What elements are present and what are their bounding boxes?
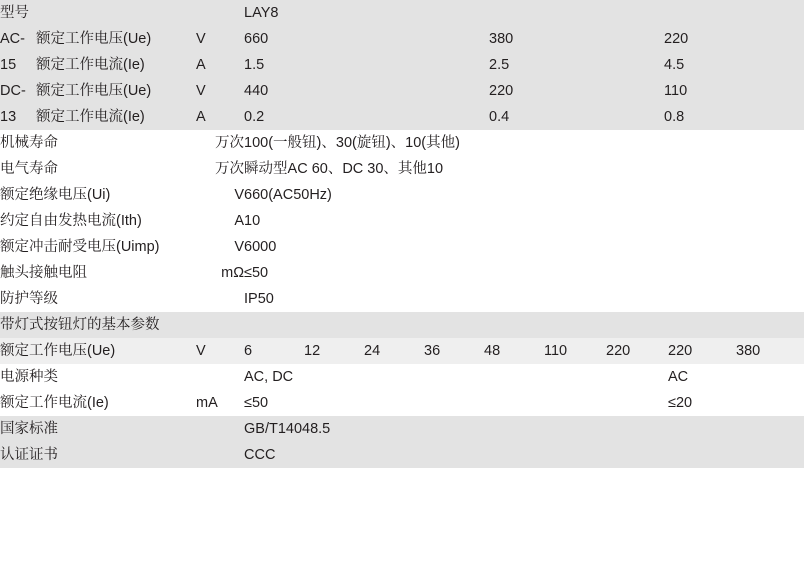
dc13-current-unit: A	[196, 104, 244, 130]
lamp-supply-label: 电源种类	[0, 364, 196, 390]
ac15-current-value-1: 1.5	[244, 52, 489, 78]
mech-life-value: 100(一般钮)、30(旋钮)、10(其他)	[244, 130, 804, 156]
lamp-voltage-label: 额定工作电压(Ue)	[0, 338, 196, 364]
lamp-current-unit: mA	[196, 390, 244, 416]
lamp-supply-value-right: AC	[668, 364, 804, 390]
elec-life-unit: 万次	[196, 156, 244, 182]
protection-level-value: IP50	[244, 286, 804, 312]
thermal-current-label: 约定自由发热电流(Ith)	[0, 208, 196, 234]
table-row-ac15-voltage	[0, 26, 804, 52]
dc13-current-value-1: 0.2	[244, 104, 489, 130]
table-row-model	[0, 0, 804, 26]
table-row-insulation-voltage	[0, 182, 804, 208]
insulation-voltage-value: 660(AC50Hz)	[244, 182, 804, 208]
mech-life-unit: 万次	[196, 130, 244, 156]
elec-life-label: 电气寿命	[0, 156, 196, 182]
ac15-current-value-3: 4.5	[664, 52, 804, 78]
dc13-voltage-value-1: 440	[244, 78, 489, 104]
model-label: 型号	[0, 0, 244, 26]
impulse-voltage-value: 6000	[244, 234, 804, 260]
mech-life-label: 机械寿命	[0, 130, 196, 156]
table-row-thermal-current	[0, 208, 804, 234]
certificate-unit	[196, 442, 244, 468]
dc13-current-value-3: 0.8	[664, 104, 804, 130]
dc13-voltage-value-3: 110	[664, 78, 804, 104]
table-row-ac15-current	[0, 52, 804, 78]
impulse-voltage-label: 额定冲击耐受电压(Uimp)	[0, 234, 196, 260]
lamp-voltage-value-8: 220	[668, 338, 736, 364]
ac15-voltage-value-3: 220	[664, 26, 804, 52]
lamp-voltage-value-7: 220	[606, 338, 668, 364]
dc13-voltage-unit: V	[196, 78, 244, 104]
table-row-lamp-current	[0, 390, 804, 416]
table-row-lamp-voltage	[0, 338, 804, 364]
lamp-voltage-value-6: 110	[544, 338, 606, 364]
insulation-voltage-label: 额定绝缘电压(Ui)	[0, 182, 196, 208]
table-row-mech-life	[0, 130, 804, 156]
protection-level-label: 防护等级	[0, 286, 196, 312]
dc13-current-value-2: 0.4	[489, 104, 664, 130]
lamp-current-value-right: ≤20	[668, 390, 804, 416]
ac15-current-label: 额定工作电流(Ie)	[36, 52, 196, 78]
insulation-voltage-unit: V	[196, 182, 244, 208]
footer-table	[0, 416, 804, 468]
table-row-contact-resistance	[0, 260, 804, 286]
thermal-current-unit: A	[196, 208, 244, 234]
elec-life-value: 瞬动型AC 60、DC 30、其他10	[244, 156, 804, 182]
lamp-voltage-value-4: 36	[424, 338, 484, 364]
lamp-supply-unit	[196, 364, 244, 390]
dc13-current-label: 额定工作电流(Ie)	[36, 104, 196, 130]
ac15-voltage-value-2: 380	[489, 26, 664, 52]
certificate-label: 认证证书	[0, 442, 196, 468]
ac15-voltage-value-1: 660	[244, 26, 489, 52]
thermal-current-value: 10	[244, 208, 804, 234]
table-row-national-standard	[0, 416, 804, 442]
certificate-value: CCC	[244, 442, 804, 468]
group-label-ac15: AC-15	[0, 26, 36, 78]
contact-resistance-value: ≤50	[244, 260, 804, 286]
table-row-dc13-voltage	[0, 78, 804, 104]
impulse-voltage-unit: V	[196, 234, 244, 260]
ac15-voltage-unit: V	[196, 26, 244, 52]
dc13-voltage-label: 额定工作电压(Ue)	[36, 78, 196, 104]
table-row-lamp-supply	[0, 364, 804, 390]
ac15-current-value-2: 2.5	[489, 52, 664, 78]
lamp-voltage-unit: V	[196, 338, 244, 364]
lamp-section-title: 带灯式按钮灯的基本参数	[0, 312, 804, 338]
lamp-voltage-value-3: 24	[364, 338, 424, 364]
table-row-lamp-title	[0, 312, 804, 338]
lamp-section-table	[0, 312, 804, 416]
national-standard-label: 国家标准	[0, 416, 196, 442]
contact-resistance-unit: mΩ	[196, 260, 244, 286]
contact-resistance-label: 触头接触电阻	[0, 260, 196, 286]
protection-level-unit	[196, 286, 244, 312]
table-row-certificate	[0, 442, 804, 468]
group-label-dc13: DC-13	[0, 78, 36, 130]
lamp-voltage-value-2: 12	[304, 338, 364, 364]
table-row-dc13-current	[0, 104, 804, 130]
table-row-impulse-voltage	[0, 234, 804, 260]
lamp-voltage-value-9: 380	[736, 338, 804, 364]
table-row-protection-level	[0, 286, 804, 312]
lamp-current-value-left: ≤50	[244, 390, 668, 416]
ac15-voltage-label: 额定工作电压(Ue)	[36, 26, 196, 52]
lamp-supply-value-left: AC, DC	[244, 364, 668, 390]
lamp-voltage-value-5: 48	[484, 338, 544, 364]
dc13-voltage-value-2: 220	[489, 78, 664, 104]
ac15-current-unit: A	[196, 52, 244, 78]
table-row-elec-life	[0, 156, 804, 182]
national-standard-value: GB/T14048.5	[244, 416, 804, 442]
lamp-current-label: 额定工作电流(Ie)	[0, 390, 196, 416]
model-value: LAY8	[244, 0, 804, 26]
national-standard-unit	[196, 416, 244, 442]
lamp-voltage-value-1: 6	[244, 338, 304, 364]
